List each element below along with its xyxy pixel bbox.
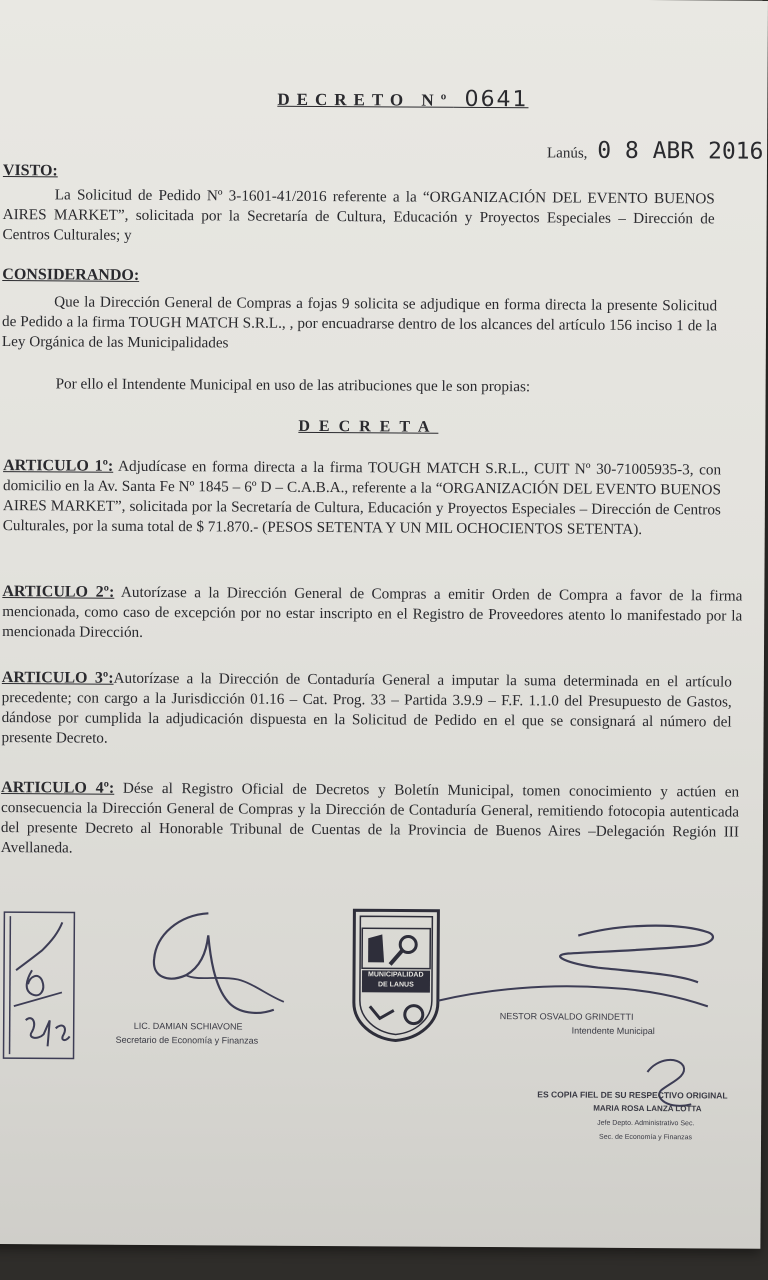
schiavone-name: LIC. DAMIAN SCHIAVONE [133, 1020, 243, 1032]
articulo-2 [2, 582, 742, 647]
considerando-heading: CONSIDERANDO: [2, 266, 140, 284]
copia-line-1: ES COPIA FIEL DE SU RESPECTIVO ORIGINAL [537, 1089, 728, 1101]
articulo-2-text: Autorízase a la Dirección General de Compras a emitir Orden de Compra a favor de la firma mencionada, como caso de excepción por no estar inscripto en el Registro de Proveedores atento lo manifestado por la mencionada Dirección. [2, 583, 743, 641]
articulo-3-text: Autorízase a la Dirección de Contaduría General a imputar la suma determinada en el artículo precedente; con cargo a la Jurisdicción 01.16 – Cat. Prog. 33 – Partida 3.9.9 – F.F. 1.1.0 del Presupuesto de Gastos, dándose por cumplida la adjudicación dispuesta en la Solicitud de Pedido en el que se consignará al número del presente Decreto. [1, 669, 732, 747]
por-ello-text: Por ello el Intendente Municipal en uso de las atribuciones que le son propias: [55, 375, 531, 396]
considerando-text: Que la Dirección General de Compras a fojas 9 solicita se adjudique en forma directa la presente Solicitud de Pedido a la firma TOUGH MATCH S.R.L., , por encuadrarse dentro de los alcances del artículo 156 inciso 1 de la Ley Orgánica de las Municipalidades [1, 293, 718, 352]
articulo-4-label: ARTICULO 4º: [1, 779, 115, 797]
articulo-1-text: Adjudícase en forma directa a la firma TOUGH MATCH S.R.L., CUIT Nº 30-71005935-3, con domicilio en la Av. Santa Fe Nº 1845 – 6º D – C.A.B.A., referente a la “ORGANIZACIÓN DEL EVENTO BUENOS AIRES MARKET”, solicitada por la Secretaría de Cultura, Educación y Proyectos Especiales – Dirección de Centros Culturales, por la suma total de $ 71.870.- (PESOS SETENTA Y UN MIL OCHOCIENTOS SETENTA). [2, 457, 722, 538]
schiavone-role: Secretario de Economía y Finanzas [115, 1034, 259, 1046]
initials-signature [1, 910, 82, 1062]
schiavone-signature [138, 905, 319, 1026]
decree-title-label: DECRETO Nº [277, 89, 454, 110]
visto-heading: VISTO: [2, 162, 58, 180]
grindetti-role: Intendente Municipal [571, 1025, 655, 1037]
seal-text-1: MUNICIPALIDAD [368, 971, 424, 979]
articulo-3 [1, 668, 731, 752]
decreta-heading: DECRETA [298, 417, 439, 436]
place-label: Lanús, [547, 145, 588, 162]
decree-title [277, 86, 528, 113]
copia-line-4: Sec. de Economía y Finanzas [599, 1133, 693, 1142]
seal-text-2: DE LANUS [377, 981, 414, 989]
copia-line-2: MARIA ROSA LANZA LOTTA [593, 1103, 702, 1114]
articulo-4 [1, 778, 739, 863]
decree-date: 0 8 ABR 2016 [597, 137, 764, 165]
articulo-4-text: Dése al Registro Oficial de Decretos y Boletín Municipal, tomen conocimiento y actúen en consecuencia la Dirección General de Compras y la Dirección de Contaduría General, remitiendo fotocopia autenticada del presente Decreto al Honorable Tribunal de Cuentas de la Provincia de Buenos Aires –Delegación Región III Avellaneda. [0, 779, 740, 857]
copia-line-3: Jefe Depto. Administrativo Sec. [597, 1119, 695, 1128]
articulo-3-label: ARTICULO 3º: [1, 669, 114, 687]
articulo-1-label: ARTICULO 1º: [3, 457, 114, 475]
articulo-1 [3, 456, 721, 540]
articulo-2-label: ARTICULO 2º: [2, 583, 115, 601]
grindetti-name: NESTOR OSVALDO GRINDETTI [499, 1011, 634, 1022]
visto-text: La Solicitud de Pedido Nº 3-1601-41/2016 referente a la “ORGANIZACIÓN DEL EVENTO BUENOS AIRES MARKET”, solicitada por la Secretaría de Cultura, Educación y Proyectos Especiales – Dirección de Centros Culturales; y [2, 186, 715, 244]
place-date [547, 137, 763, 164]
decree-number: 0641 [464, 86, 529, 113]
